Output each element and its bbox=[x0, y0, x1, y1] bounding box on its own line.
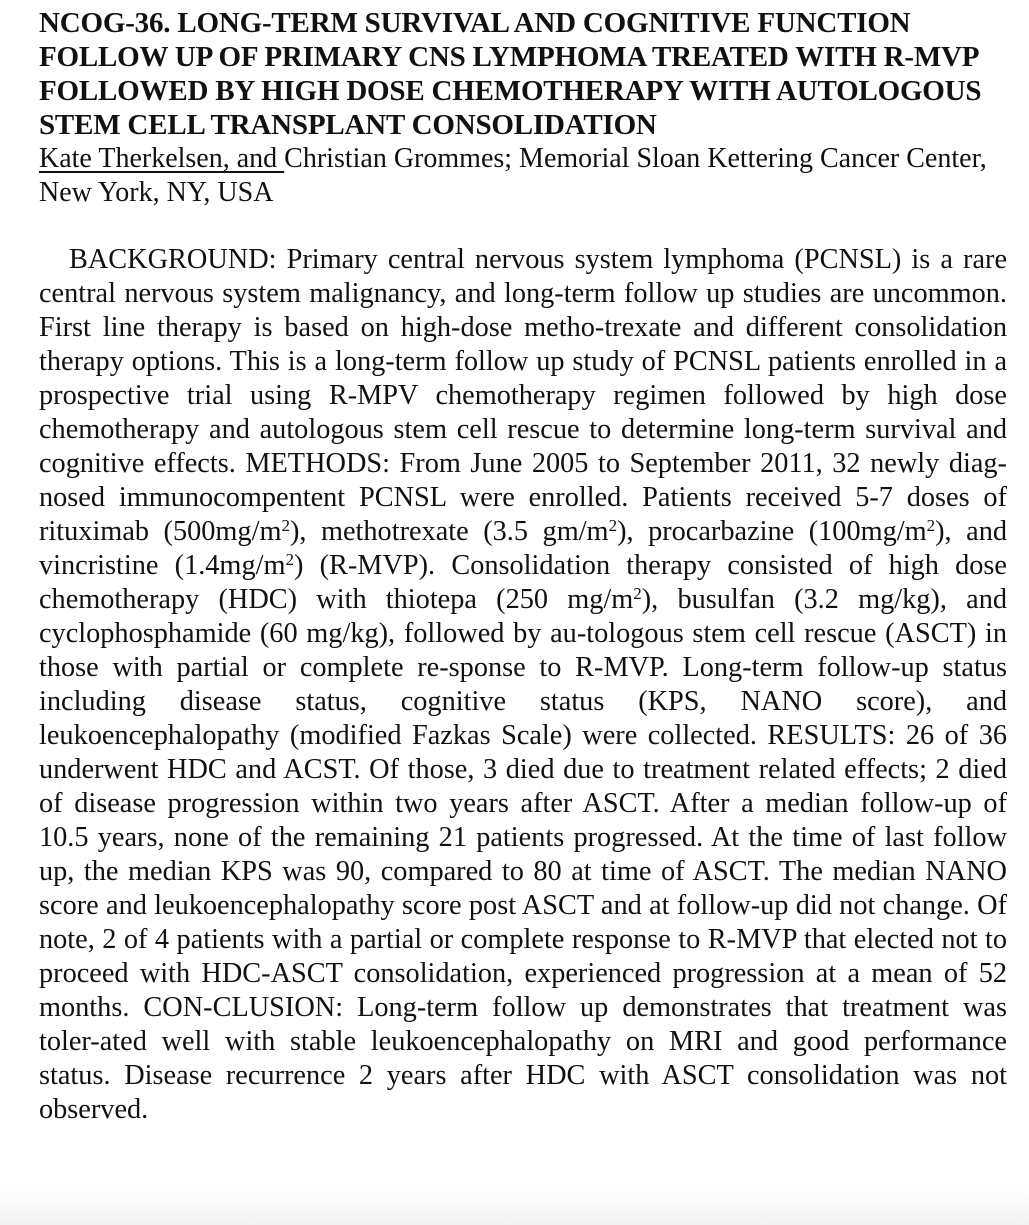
body-part-3: ), procarbazine (100mg/m bbox=[617, 516, 927, 547]
author-affiliation: Christian Grommes; Memorial Sloan Kettering Cancer Center, New York, NY, USA bbox=[39, 143, 987, 208]
body-part-5: ) (R-MVP). Consolidation therapy consisted of high dose chemotherapy (HDC) with thiotepa (250 mg/m bbox=[39, 550, 1007, 615]
body-part-1: BACKGROUND: Primary central nervous system lymphoma (PCNSL) is a rare central nervous system malignancy, and long-term follow up studies are uncommon. First line therapy is based on high-dose metho-trexate and different consolidation therapy options. This is a long-term follow up study of PCNSL patients enrolled in a prospective trial using R-MPV chemotherapy regimen followed by high dose chemotherapy and autologous stem cell rescue to determine long-term survival and cognitive effects. METHODS: From June 2005 to September 2011, 32 newly diag-nosed immunocompentent PCNSL were enrolled. Patients received 5-7 doses of rituximab (500mg/m bbox=[39, 244, 1007, 547]
bottom-shadow bbox=[0, 1185, 1029, 1225]
body-part-6: ), busulfan (3.2 mg/kg), and cyclophosphamide (60 mg/kg), followed by au-tologous stem cell rescue (ASCT) in those with partial or complete re-sponse to R-MVP. Long-term follow-up status including disease status, cognitive status (KPS, NANO score), and leukoencephalopathy (modified Fazkas Scale) were collected. RESULTS: 26 of 36 underwent HDC and ACST. Of those, 3 died due to treatment related effects; 2 died of disease progression within two years after ASCT. After a median follow-up of 10.5 years, none of the remaining 21 patients progressed. At the time of last follow up, the median KPS was 90, compared to 80 at time of ASCT. The median NANO score and leukoencephalopathy score post ASCT and at follow-up did not change. Of note, 2 of 4 patients with a partial or complete response to R-MVP that elected not to proceed with HDC-ASCT consolidation, experienced progression at a mean of 52 months. CON-CLUSION: Long-term follow up demonstrates that treatment was toler-ated well with stable leukoencephalopathy on MRI and good performance status. Disease recurrence 2 years after HDC with ASCT consolidation was not observed. bbox=[39, 584, 1007, 1125]
superscript: 2 bbox=[285, 549, 294, 569]
abstract bbox=[39, 6, 1007, 1127]
superscript: 2 bbox=[633, 583, 642, 603]
body-part-2: ), methotrexate (3.5 gm/m bbox=[289, 516, 609, 547]
superscript: 2 bbox=[608, 515, 618, 535]
abstract-paragraph bbox=[39, 243, 1007, 1127]
abstract-body bbox=[39, 243, 1007, 1127]
body-part-4: ), and vincristine (1.4mg/m bbox=[39, 516, 1007, 581]
superscript: 2 bbox=[926, 515, 936, 535]
author-kate-therkelsen: Kate Therkelsen, and bbox=[39, 143, 285, 174]
author-line bbox=[39, 142, 1007, 210]
superscript: 2 bbox=[281, 515, 290, 535]
abstract-title: NCOG-36. LONG-TERM SURVIVAL AND COGNITIVE FUNCTION FOLLOW UP OF PRIMARY CNS LYMPHOMA TREATED WITH R-MVP FOLLOWED BY HIGH DOSE CHEMOTHERAPY WITH AUTOLOGOUS STEM CELL TRANSPLANT CONSOLIDATION bbox=[39, 7, 982, 141]
